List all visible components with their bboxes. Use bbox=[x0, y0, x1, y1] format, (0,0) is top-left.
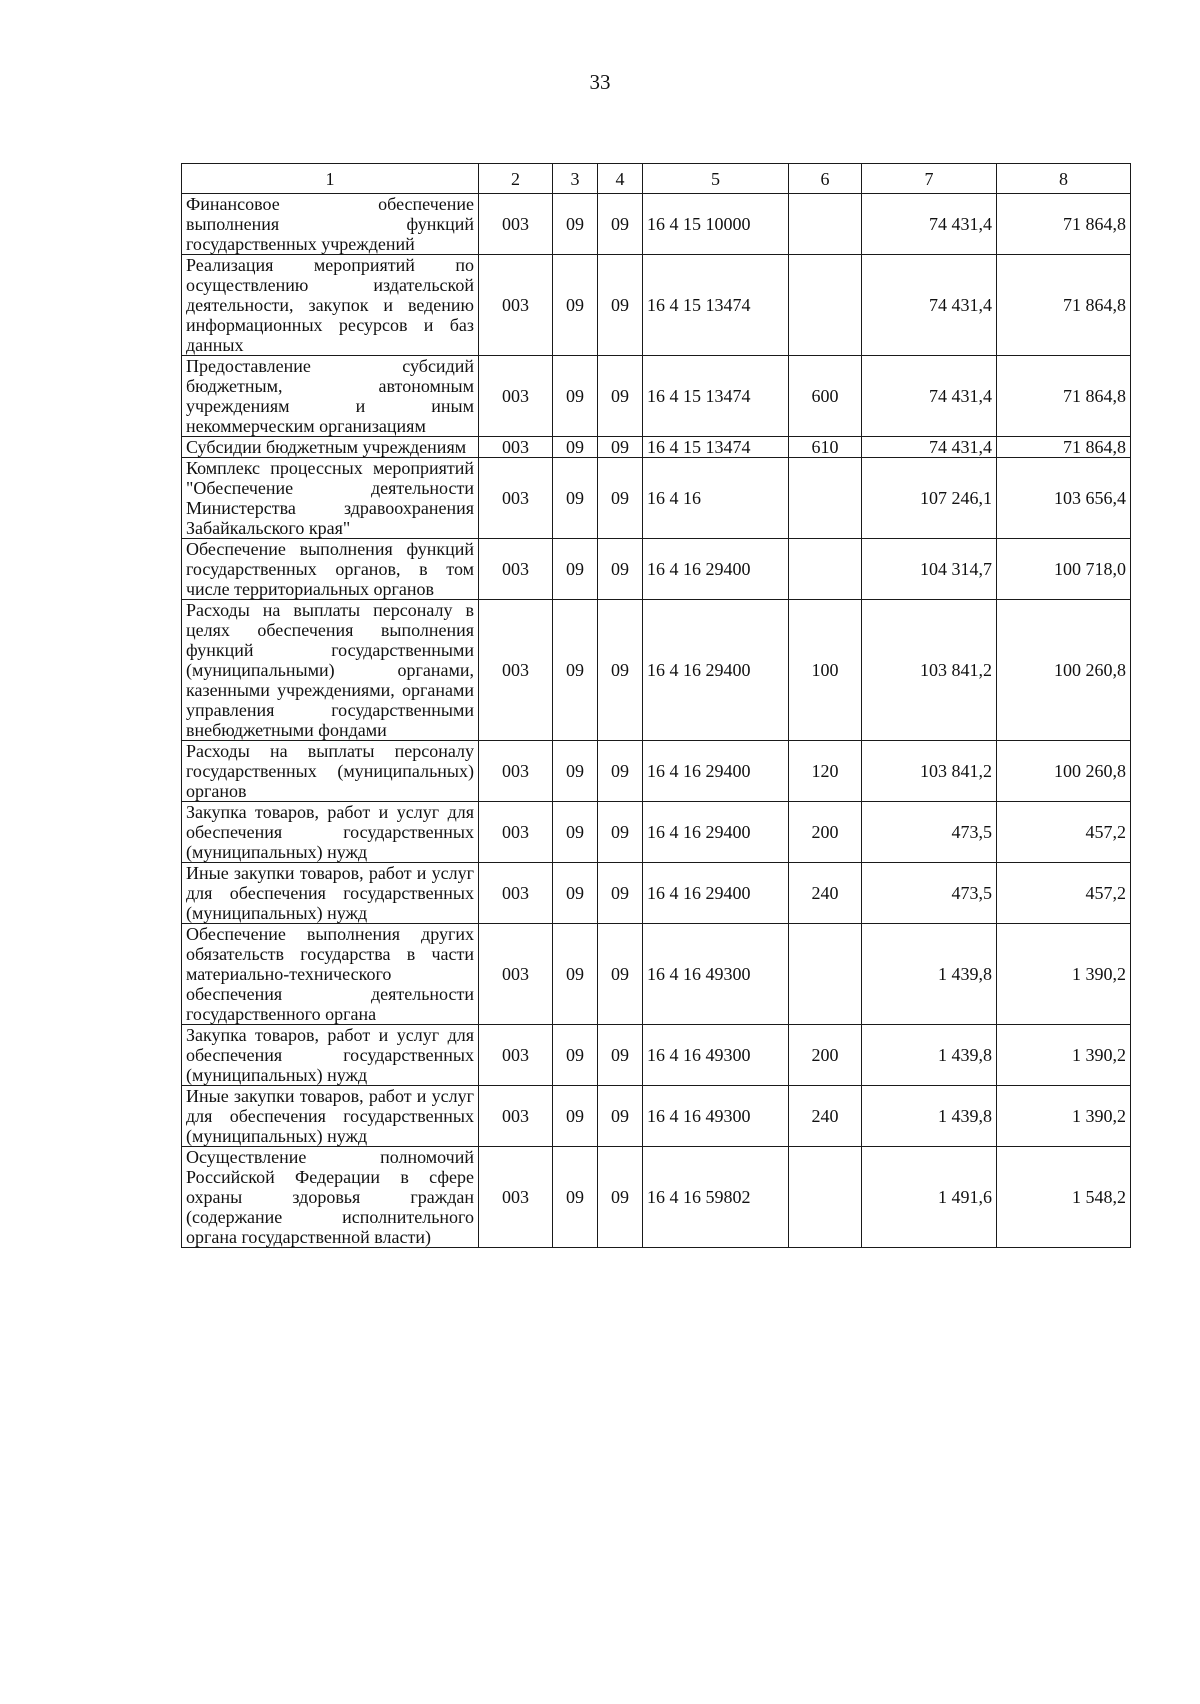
amount-year2-cell: 71 864,8 bbox=[997, 194, 1131, 255]
expense-type-cell: 200 bbox=[789, 802, 862, 863]
table-row bbox=[182, 1025, 1131, 1086]
section-code-cell: 09 bbox=[553, 802, 598, 863]
table-row bbox=[182, 863, 1131, 924]
amount-year1-cell: 1 439,8 bbox=[862, 924, 997, 1025]
section-code-cell: 09 bbox=[553, 1147, 598, 1248]
section-code-cell: 09 bbox=[553, 255, 598, 356]
table-row bbox=[182, 356, 1131, 437]
target-article-cell: 16 4 16 29400 bbox=[643, 600, 789, 741]
expense-name-cell: Обеспечение выполнения функций государственных органов, в том числе территориальных органов bbox=[182, 539, 479, 600]
expense-name-cell: Комплекс процессных мероприятий "Обеспечение деятельности Министерства здравоохранения Забайкальского края" bbox=[182, 458, 479, 539]
header-cell: 2 bbox=[479, 164, 553, 194]
section-code-cell: 09 bbox=[553, 458, 598, 539]
target-article-cell: 16 4 16 49300 bbox=[643, 1025, 789, 1086]
table-row bbox=[182, 255, 1131, 356]
amount-year1-cell: 1 491,6 bbox=[862, 1147, 997, 1248]
amount-year1-cell: 74 431,4 bbox=[862, 356, 997, 437]
expense-type-cell: 100 bbox=[789, 600, 862, 741]
header-cell: 3 bbox=[553, 164, 598, 194]
expense-type-cell: 610 bbox=[789, 437, 862, 458]
amount-year1-cell: 74 431,4 bbox=[862, 194, 997, 255]
table-row bbox=[182, 600, 1131, 741]
subsection-code-cell: 09 bbox=[598, 458, 643, 539]
section-code-cell: 09 bbox=[553, 600, 598, 741]
ministry-code-cell: 003 bbox=[479, 741, 553, 802]
amount-year2-cell: 71 864,8 bbox=[997, 437, 1131, 458]
expense-type-cell bbox=[789, 1147, 862, 1248]
target-article-cell: 16 4 16 29400 bbox=[643, 863, 789, 924]
expense-type-cell bbox=[789, 539, 862, 600]
expense-name-cell: Закупка товаров, работ и услуг для обеспечения государственных (муниципальных) нужд bbox=[182, 802, 479, 863]
ministry-code-cell: 003 bbox=[479, 1086, 553, 1147]
header-cell: 1 bbox=[182, 164, 479, 194]
amount-year1-cell: 1 439,8 bbox=[862, 1086, 997, 1147]
amount-year2-cell: 100 718,0 bbox=[997, 539, 1131, 600]
ministry-code-cell: 003 bbox=[479, 802, 553, 863]
expense-name-cell: Финансовое обеспечение выполнения функций государственных учреждений bbox=[182, 194, 479, 255]
amount-year1-cell: 103 841,2 bbox=[862, 741, 997, 802]
section-code-cell: 09 bbox=[553, 437, 598, 458]
target-article-cell: 16 4 16 49300 bbox=[643, 1086, 789, 1147]
amount-year1-cell: 74 431,4 bbox=[862, 437, 997, 458]
amount-year2-cell: 100 260,8 bbox=[997, 741, 1131, 802]
table-header-row bbox=[182, 164, 1131, 194]
header-cell: 4 bbox=[598, 164, 643, 194]
section-code-cell: 09 bbox=[553, 356, 598, 437]
expense-name-cell: Закупка товаров, работ и услуг для обеспечения государственных (муниципальных) нужд bbox=[182, 1025, 479, 1086]
subsection-code-cell: 09 bbox=[598, 600, 643, 741]
amount-year2-cell: 457,2 bbox=[997, 802, 1131, 863]
subsection-code-cell: 09 bbox=[598, 1025, 643, 1086]
subsection-code-cell: 09 bbox=[598, 1086, 643, 1147]
expense-type-cell bbox=[789, 924, 862, 1025]
amount-year2-cell: 103 656,4 bbox=[997, 458, 1131, 539]
amount-year2-cell: 71 864,8 bbox=[997, 356, 1131, 437]
table-row bbox=[182, 194, 1131, 255]
amount-year1-cell: 473,5 bbox=[862, 802, 997, 863]
expense-name-cell: Осуществление полномочий Российской Федерации в сфере охраны здоровья граждан (содержание исполнительного органа государственной власти) bbox=[182, 1147, 479, 1248]
target-article-cell: 16 4 15 13474 bbox=[643, 356, 789, 437]
target-article-cell: 16 4 15 10000 bbox=[643, 194, 789, 255]
header-cell: 7 bbox=[862, 164, 997, 194]
expense-type-cell: 240 bbox=[789, 863, 862, 924]
expense-name-cell: Иные закупки товаров, работ и услуг для обеспечения государственных (муниципальных) нужд bbox=[182, 1086, 479, 1147]
expense-name-cell: Расходы на выплаты персоналу государственных (муниципальных) органов bbox=[182, 741, 479, 802]
amount-year1-cell: 104 314,7 bbox=[862, 539, 997, 600]
budget-table bbox=[181, 163, 1131, 1248]
ministry-code-cell: 003 bbox=[479, 1147, 553, 1248]
target-article-cell: 16 4 15 13474 bbox=[643, 437, 789, 458]
subsection-code-cell: 09 bbox=[598, 255, 643, 356]
target-article-cell: 16 4 16 29400 bbox=[643, 741, 789, 802]
subsection-code-cell: 09 bbox=[598, 437, 643, 458]
amount-year2-cell: 71 864,8 bbox=[997, 255, 1131, 356]
amount-year1-cell: 107 246,1 bbox=[862, 458, 997, 539]
target-article-cell: 16 4 16 29400 bbox=[643, 802, 789, 863]
ministry-code-cell: 003 bbox=[479, 194, 553, 255]
ministry-code-cell: 003 bbox=[479, 356, 553, 437]
amount-year1-cell: 1 439,8 bbox=[862, 1025, 997, 1086]
table-row bbox=[182, 1147, 1131, 1248]
expense-type-cell: 200 bbox=[789, 1025, 862, 1086]
section-code-cell: 09 bbox=[553, 863, 598, 924]
expense-name-cell: Обеспечение выполнения других обязательств государства в части материально-технического обеспечения деятельности государственного органа bbox=[182, 924, 479, 1025]
section-code-cell: 09 bbox=[553, 539, 598, 600]
table-row bbox=[182, 458, 1131, 539]
header-cell: 8 bbox=[997, 164, 1131, 194]
section-code-cell: 09 bbox=[553, 741, 598, 802]
target-article-cell: 16 4 16 49300 bbox=[643, 924, 789, 1025]
ministry-code-cell: 003 bbox=[479, 458, 553, 539]
amount-year2-cell: 1 390,2 bbox=[997, 924, 1131, 1025]
ministry-code-cell: 003 bbox=[479, 1025, 553, 1086]
table-row bbox=[182, 924, 1131, 1025]
subsection-code-cell: 09 bbox=[598, 924, 643, 1025]
target-article-cell: 16 4 16 bbox=[643, 458, 789, 539]
table-row bbox=[182, 437, 1131, 458]
expense-name-cell: Субсидии бюджетным учреждениям bbox=[182, 437, 479, 458]
amount-year2-cell: 1 390,2 bbox=[997, 1025, 1131, 1086]
expense-name-cell: Предоставление субсидий бюджетным, автономным учреждениям и иным некоммерческим организациям bbox=[182, 356, 479, 437]
subsection-code-cell: 09 bbox=[598, 1147, 643, 1248]
amount-year2-cell: 1 390,2 bbox=[997, 1086, 1131, 1147]
subsection-code-cell: 09 bbox=[598, 194, 643, 255]
target-article-cell: 16 4 15 13474 bbox=[643, 255, 789, 356]
table-row bbox=[182, 741, 1131, 802]
page-number: 33 bbox=[589, 70, 611, 94]
amount-year1-cell: 103 841,2 bbox=[862, 600, 997, 741]
amount-year2-cell: 100 260,8 bbox=[997, 600, 1131, 741]
table-row bbox=[182, 1086, 1131, 1147]
amount-year2-cell: 457,2 bbox=[997, 863, 1131, 924]
section-code-cell: 09 bbox=[553, 924, 598, 1025]
expense-type-cell: 600 bbox=[789, 356, 862, 437]
amount-year2-cell: 1 548,2 bbox=[997, 1147, 1131, 1248]
header-cell: 6 bbox=[789, 164, 862, 194]
expense-type-cell: 240 bbox=[789, 1086, 862, 1147]
subsection-code-cell: 09 bbox=[598, 802, 643, 863]
table-row bbox=[182, 539, 1131, 600]
expense-type-cell bbox=[789, 255, 862, 356]
ministry-code-cell: 003 bbox=[479, 539, 553, 600]
expense-type-cell bbox=[789, 194, 862, 255]
ministry-code-cell: 003 bbox=[479, 863, 553, 924]
subsection-code-cell: 09 bbox=[598, 356, 643, 437]
amount-year1-cell: 473,5 bbox=[862, 863, 997, 924]
ministry-code-cell: 003 bbox=[479, 437, 553, 458]
target-article-cell: 16 4 16 29400 bbox=[643, 539, 789, 600]
table-row bbox=[182, 802, 1131, 863]
subsection-code-cell: 09 bbox=[598, 863, 643, 924]
section-code-cell: 09 bbox=[553, 1086, 598, 1147]
subsection-code-cell: 09 bbox=[598, 741, 643, 802]
subsection-code-cell: 09 bbox=[598, 539, 643, 600]
amount-year1-cell: 74 431,4 bbox=[862, 255, 997, 356]
section-code-cell: 09 bbox=[553, 1025, 598, 1086]
header-cell: 5 bbox=[643, 164, 789, 194]
section-code-cell: 09 bbox=[553, 194, 598, 255]
ministry-code-cell: 003 bbox=[479, 255, 553, 356]
expense-name-cell: Реализация мероприятий по осуществлению издательской деятельности, закупок и ведению информационных ресурсов и баз данных bbox=[182, 255, 479, 356]
ministry-code-cell: 003 bbox=[479, 600, 553, 741]
target-article-cell: 16 4 16 59802 bbox=[643, 1147, 789, 1248]
ministry-code-cell: 003 bbox=[479, 924, 553, 1025]
expense-name-cell: Иные закупки товаров, работ и услуг для обеспечения государственных (муниципальных) нужд bbox=[182, 863, 479, 924]
expense-type-cell: 120 bbox=[789, 741, 862, 802]
expense-type-cell bbox=[789, 458, 862, 539]
expense-name-cell: Расходы на выплаты персоналу в целях обеспечения выполнения функций государственными (муниципальными) органами, казенными учреждениями, органами управления государственными внебюджетными фондами bbox=[182, 600, 479, 741]
